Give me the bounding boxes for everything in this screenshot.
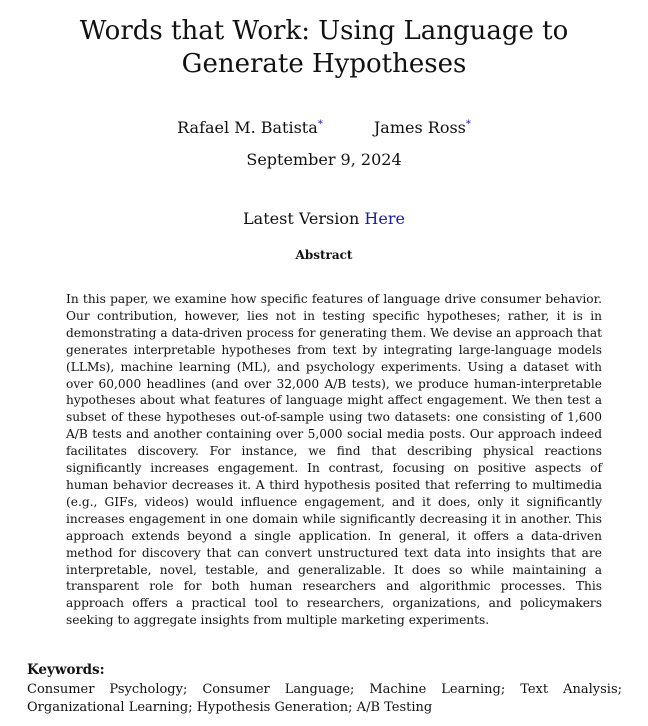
latest-version-label: Latest Version [243,209,360,228]
publication-date: September 9, 2024 [246,150,402,169]
latest-version-line [0,209,648,229]
author-ross [374,115,471,138]
author-footnote-mark[interactable]: * [465,119,471,130]
abstract-text: In this paper, we examine how specific features of language drive consumer behavior. Our contribution, however, lies not in testing specific hypotheses; rather, it is in demonstrating a data-driven process for generating them. We devise an approach that generates interpretable hypotheses from text by integrating large-language models (LLMs), machine learning (ML), and psychology experiments. Using a dataset with over 60,000 headlines (and over 32,000 A/B tests), we produce human-interpretable hypotheses about what features of language might affect engagement. We then test a subset of these hypotheses out-of-sample using two datasets: one consisting of 1,600 A/B tests and another containing over 5,000 social media posts. Our approach indeed facilitates discovery. For instance, we find that describing physical reactions significantly increases engagement. In contrast, focusing on positive aspects of human behavior decreases it. A third hypothesis posited that referring to multimedia (e.g., GIFs, videos) would influence engagement, and it does, only it significantly increases engagement in one domain while significantly decreasing it in another. This approach extends beyond a single application. In general, it offers a data-driven method for discovery that can convert unstructured text data into insights that are interpretable, novel, testable, and generalizable. It does so while maintaining a transparent role for both human researchers and algorithmic processes. This approach offers a practical tool to researchers, organizations, and policymakers seeking to aggregate insights from multiple marketing experiments. [66,292,602,628]
paper-title: Words that Work: Using Language to Generate Hypotheses [79,16,569,79]
keywords-heading: Keywords: [27,662,105,678]
author-footnote-mark[interactable]: * [317,119,323,130]
author-name: James Ross [373,118,466,137]
author-list [0,115,648,138]
author-batista [177,115,323,138]
abstract-heading: Abstract [295,248,353,262]
keywords-text: Consumer Psychology; Consumer Language; Machine Learning; Text Analysis; Organizational Learning; Hypothesis Generation; A/B Testing [27,682,622,715]
latest-version-link[interactable]: Here [364,209,405,228]
author-name: Rafael M. Batista [177,118,318,137]
